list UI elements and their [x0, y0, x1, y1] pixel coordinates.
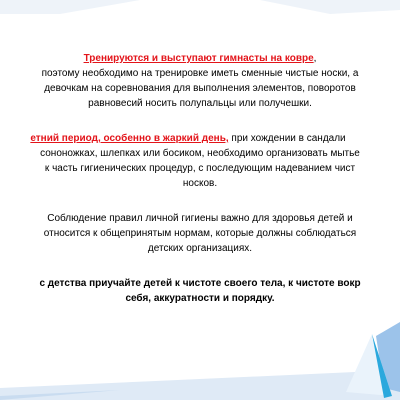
p1-line1: [0, 52, 400, 65]
p4-line1: с детства приучайте детей к чистоте своего тела, к чистоте вокр: [39, 278, 361, 289]
p1-after-highlight: ,: [313, 53, 317, 64]
p2-line4: носков.: [182, 178, 218, 189]
p3-line1: Соблюдение правил личной гигиены важно для здоровья детей и: [47, 213, 353, 224]
p4-line2: себя, аккуратности и порядку.: [125, 293, 275, 304]
p1-highlight: Тренируются и выступают гимнасты на ковре: [83, 53, 314, 64]
p3-line2: относится к общепринятым нормам, которые должны соблюдаться: [43, 228, 357, 239]
p2-highlight: етний период, особенно в жаркий день,: [30, 133, 229, 144]
p2-after-highlight: при хождении в сандали: [228, 133, 346, 144]
p3-line3: детских организациях.: [147, 243, 253, 254]
p2-line1: [0, 132, 400, 145]
top-left-deco-shape: [0, 0, 140, 14]
p1-line3: девочкам на соревнования для выполнения элементов, поворотов: [44, 83, 356, 94]
p2-line3: к часть гигиенических процедур, с последующим надеванием чист: [44, 163, 356, 174]
top-right-deco-shape: [260, 0, 400, 14]
p1-line4: равновесий носить полупальцы или получешки.: [88, 98, 312, 109]
p1-line2: поэтому необходимо на тренировке иметь сменные чистые носки, а: [41, 68, 359, 79]
p2-line2: сононожках, шлепках или босиком, необходимо организовать мытье: [40, 148, 360, 159]
bottom-light-stripe: [0, 370, 400, 400]
